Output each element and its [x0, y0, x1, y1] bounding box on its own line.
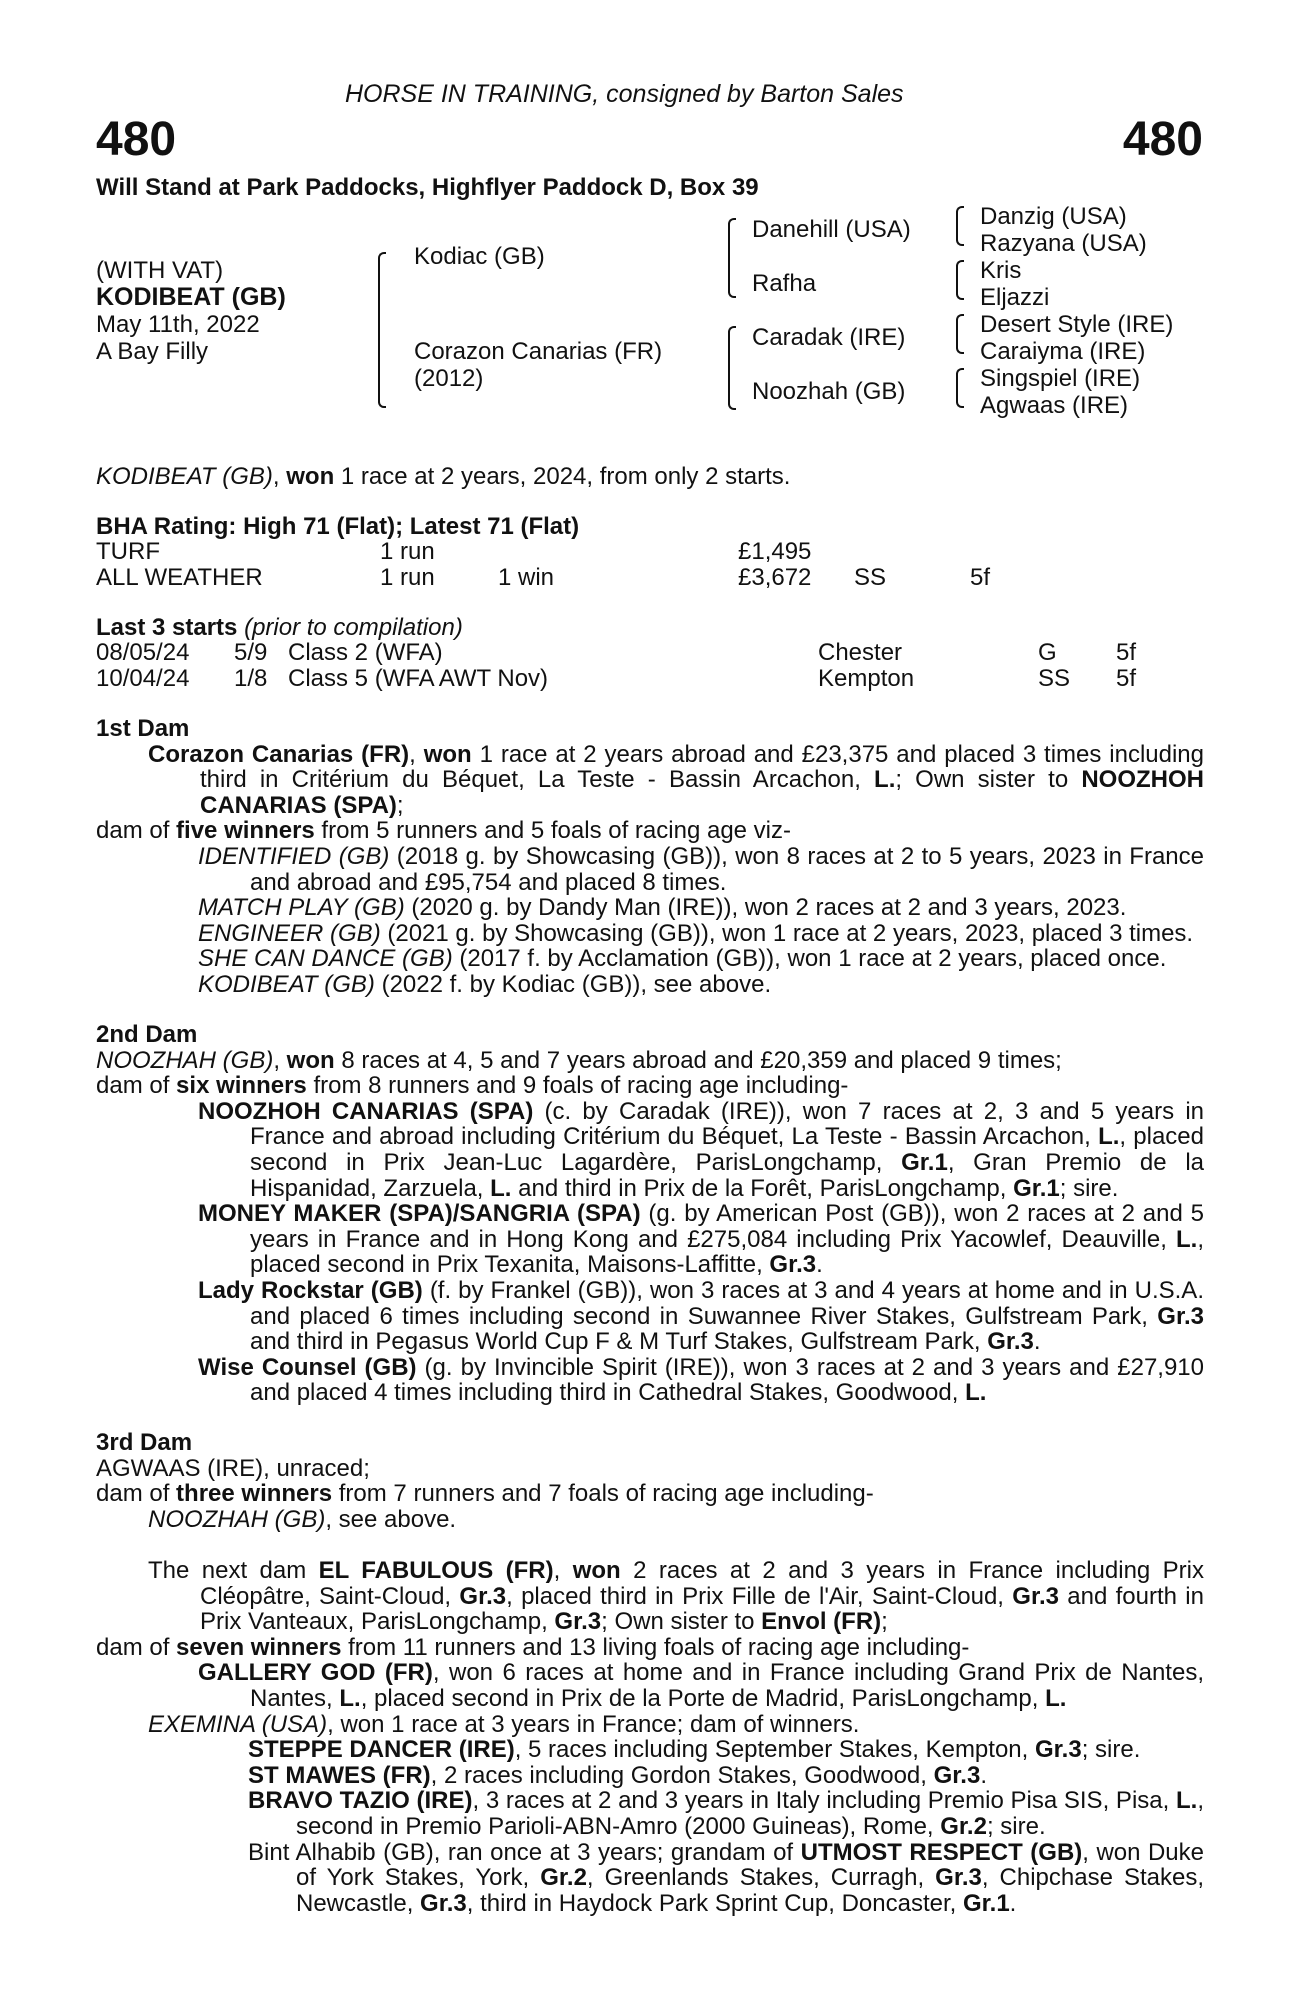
pedigree-brace-sd [956, 260, 964, 300]
third-dam-produce: dam of three winners from 7 runners and 7 foals of racing age including- [96, 1480, 874, 1508]
pedigree-brace-ds [956, 314, 964, 354]
last-starts-heading: Last 3 starts (prior to compilation) [96, 614, 463, 641]
start-distance: 5f [1116, 664, 1137, 692]
pedigree-dsd: Caraiyma (IRE) [980, 338, 1146, 365]
start-course: Kempton [818, 664, 915, 692]
pedigree-dam-year: (2012) [414, 365, 484, 392]
first-dam-foal: ENGINEER (GB) (2021 g. by Showcasing (GB)), won 1 race at 2 years, 2023, placed 3 times. [198, 919, 1194, 947]
next-dam-grandfoal: ST MAWES (FR), 2 races including Gordon Stakes, Goodwood, Gr.3. [248, 1761, 987, 1789]
lot-number-left: 480 [96, 113, 177, 166]
second-dam-foal: Wise Counsel (GB) (g. by Invincible Spirit (IRE)), won 3 races at 2 and 3 years and £27,910 and placed 4 times including third in Cathedral Stakes, Goodwood, L. [198, 1353, 1204, 1407]
summary-won: won [286, 463, 335, 490]
third-dam-line: AGWAAS (IRE), unraced; [96, 1454, 370, 1482]
pedigree-brace-ss [956, 206, 964, 246]
first-dam-heading: 1st Dam [96, 715, 190, 742]
pedigree-sire-dam: Rafha [752, 270, 817, 297]
pedigree-dam: Corazon Canarias (FR) [414, 338, 663, 365]
page-subtitle: HORSE IN TRAINING, consigned by Barton Sales [345, 80, 904, 108]
rating-prize: £3,672 [738, 563, 812, 591]
vat-note: (WITH VAT) [96, 257, 224, 284]
pedigree-brace-dam [728, 326, 736, 410]
second-dam-foal: MONEY MAKER (SPA)/SANGRIA (SPA) (g. by American Post (GB)), won 2 races at 2 and 5 years in France and in Hong Kong and £275,084 including Prix Yacowlef, Deauville, L., placed second in Prix Texanita, Maisons-Laffitte, Gr.3. [198, 1200, 1205, 1279]
next-dam-foal: GALLERY GOD (FR), won 6 races at home and in France including Grand Prix de Nantes, Nantes, L., placed second in Prix de la Porte de Madrid, ParisLongchamp, L. [198, 1659, 1204, 1712]
next-dam-grandfoal: STEPPE DANCER (IRE), 5 races including September Stakes, Kempton, Gr.3; sire. [248, 1736, 1141, 1764]
rating-dist: 5f [970, 563, 991, 591]
horse-dob: May 11th, 2022 [96, 311, 260, 338]
pedigree-sds: Kris [980, 257, 1022, 284]
second-dam-heading: 2nd Dam [96, 1021, 198, 1048]
start-class: Class 5 (WFA AWT Nov) [288, 664, 549, 692]
next-dam-paragraph: The next dam EL FABULOUS (FR), won 2 races at 2 and 3 years in France including Prix Cléopâtre, Saint-Cloud, Gr.3, placed third in Prix Fille de l'Air, Saint-Cloud, Gr.3 and fourth in Prix Vanteaux, ParisLongchamp, Gr.3; Own sister to Envol (FR); [148, 1557, 1205, 1636]
rating-table [96, 539, 1206, 591]
pedigree-sire: Kodiac (GB) [414, 243, 545, 270]
pedigree-sire-sire: Danehill (USA) [752, 216, 911, 243]
first-dam-paragraph: Corazon Canarias (FR), won 1 race at 2 years abroad and £23,375 and placed 3 times including third in Critérium du Béquet, La Teste - Bassin Arcachon, L.; Own sister to NOOZHOH CANARIAS (SPA); [148, 740, 1205, 819]
rating-surface: ALL WEATHER [96, 563, 263, 591]
second-dam-produce: dam of six winners from 8 runners and 9 foals of racing age including- [96, 1072, 849, 1100]
summary-text: 1 race at 2 years, 2024, from only 2 starts. [334, 463, 791, 490]
venue-line: Will Stand at Park Paddocks, Highflyer Paddock D, Box 39 [96, 174, 759, 201]
rating-surface: TURF [96, 538, 160, 565]
first-dam-foal: SHE CAN DANCE (GB) (2017 f. by Acclamation (GB)), won 1 race at 2 years, placed once. [198, 945, 1167, 973]
horse-name: KODIBEAT (GB) [96, 283, 286, 311]
first-dam-foal: MATCH PLAY (GB) (2020 g. by Dandy Man (IRE)), won 2 races at 2 and 3 years, 2023. [198, 894, 1127, 922]
next-dam-produce: dam of seven winners from 11 runners and 13 living foals of racing age including- [96, 1633, 970, 1661]
last-starts-table [96, 640, 1206, 692]
next-dam-foal: EXEMINA (USA), won 1 race at 3 years in France; dam of winners. [148, 1710, 860, 1738]
summary-horse-name: KODIBEAT (GB) [96, 463, 273, 490]
pedigree-sss: Danzig (USA) [980, 203, 1127, 230]
first-dam-section [96, 716, 1204, 998]
rating-going: SS [854, 563, 887, 591]
start-class: Class 2 (WFA) [288, 639, 443, 666]
start-date: 08/05/24 [96, 639, 190, 666]
start-distance: 5f [1116, 639, 1137, 666]
horse-description: A Bay Filly [96, 338, 209, 365]
start-going: SS [1038, 664, 1071, 692]
third-dam-foal: NOOZHAH (GB), see above. [148, 1505, 457, 1533]
start-position: 1/8 [234, 664, 268, 692]
first-dam-foal: KODIBEAT (GB) (2022 f. by Kodiac (GB)), see above. [198, 970, 772, 998]
pedigree-ddd: Agwaas (IRE) [980, 392, 1129, 419]
next-dam-grandfoal: Bint Alhabib (GB), ran once at 3 years; grandam of UTMOST RESPECT (GB), won Duke of York Stakes, York, Gr.2, Greenlands Stakes, Curragh, Gr.3, Chipchase Stakes, Newcastle, Gr.3, third in Haydock Park Sprint Cup, Doncaster, Gr.1. [248, 1838, 1205, 1917]
pedigree-brace-main [378, 252, 386, 408]
bha-rating-heading: BHA Rating: High 71 (Flat); Latest 71 (Flat) [96, 513, 580, 540]
pedigree-sdd: Eljazzi [980, 284, 1050, 311]
second-dam-paragraph: NOOZHAH (GB), won 8 races at 4, 5 and 7 years abroad and £20,359 and placed 9 times; [96, 1046, 1062, 1074]
race-summary: KODIBEAT (GB), won 1 race at 2 years, 2024, from only 2 starts. [96, 463, 791, 490]
next-dam-grandfoal: BRAVO TAZIO (IRE), 3 races at 2 and 3 years in Italy including Premio Pisa SIS, Pisa, L., second in Premio Parioli-ABN-Amro (2000 Guineas), Rome, Gr.2; sire. [248, 1787, 1204, 1840]
pedigree-brace-dd [956, 368, 964, 408]
start-course: Chester [818, 639, 903, 666]
pedigree-brace-sire [728, 218, 736, 298]
rating-runs: 1 run [380, 563, 435, 591]
second-dam-section [96, 1022, 1204, 1406]
start-date: 10/04/24 [96, 664, 190, 692]
second-dam-foal: NOOZHOH CANARIAS (SPA) (c. by Caradak (IRE)), won 7 races at 2, 3 and 5 years in France and abroad including Critérium du Béquet, La Teste - Bassin Arcachon, L., placed second in Prix Jean-Luc Lagardère, ParisLongchamp, Gr.1, Gran Premio de la Hispanidad, Zarzuela, L. and third in Prix de la Forêt, ParisLongchamp, Gr.1; sire. [198, 1097, 1205, 1202]
rating-runs: 1 run [380, 538, 435, 565]
lot-number-right: 480 [1122, 113, 1203, 166]
pedigree-dam-dam: Noozhah (GB) [752, 378, 906, 405]
pedigree-dam-sire: Caradak (IRE) [752, 324, 906, 351]
start-position: 5/9 [234, 639, 268, 666]
next-dam-section [96, 1558, 1204, 1916]
rating-wins: 1 win [498, 563, 555, 591]
pedigree-ssd: Razyana (USA) [980, 230, 1147, 257]
first-dam-produce: dam of five winners from 5 runners and 5 foals of racing age viz- [96, 817, 792, 845]
first-dam-foal: IDENTIFIED (GB) (2018 g. by Showcasing (GB)), won 8 races at 2 to 5 years, 2023 in France and abroad and £95,754 and placed 8 times. [198, 842, 1204, 896]
rating-prize: £1,495 [738, 538, 812, 565]
second-dam-foal: Lady Rockstar (GB) (f. by Frankel (GB)), won 3 races at 3 and 4 years at home and in U.S.A. and placed 6 times including second in Suwannee River Stakes, Gulfstream Park, Gr.3 and third in Pegasus World Cup F & M Turf Stakes, Gulfstream Park, Gr.3. [198, 1276, 1204, 1356]
start-going: G [1038, 639, 1057, 666]
pedigree-dss: Desert Style (IRE) [980, 311, 1174, 338]
third-dam-section [96, 1430, 1204, 1532]
pedigree-dds: Singspiel (IRE) [980, 365, 1141, 392]
third-dam-heading: 3rd Dam [96, 1429, 193, 1456]
